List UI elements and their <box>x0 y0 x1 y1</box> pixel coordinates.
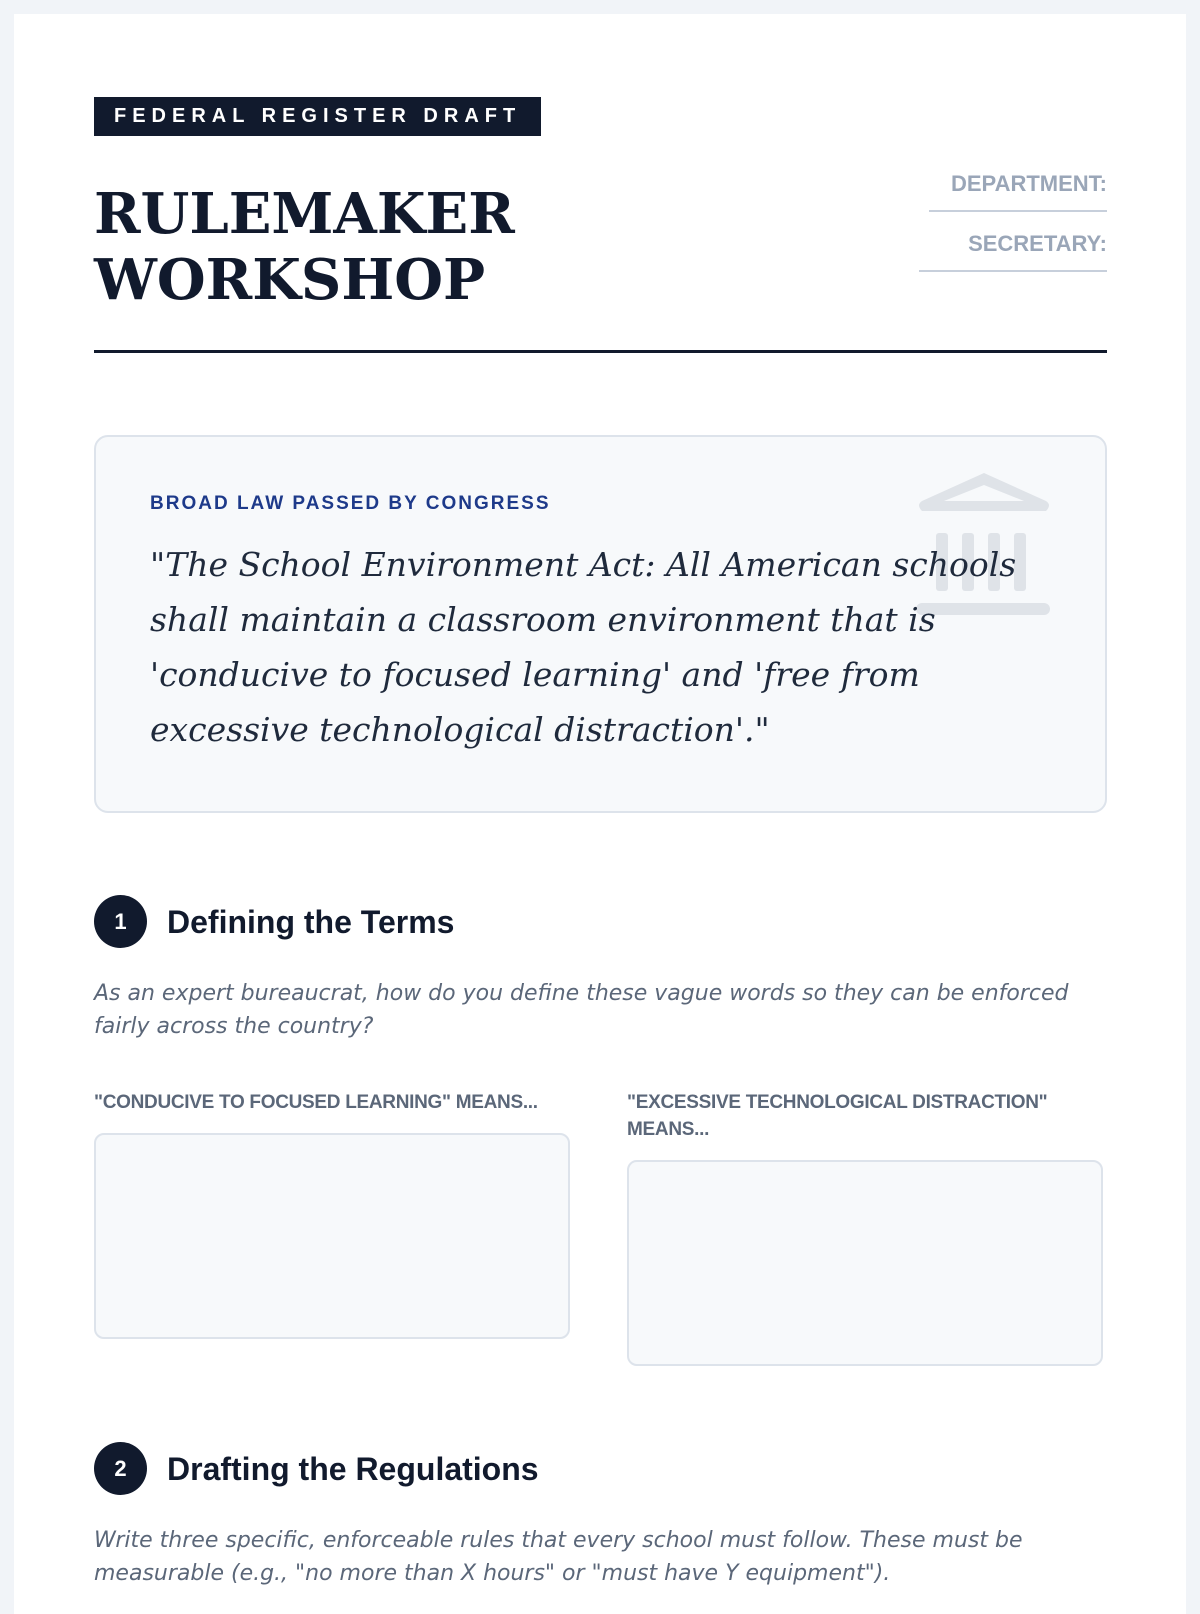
title-line-1: RULEMAKER <box>94 181 515 247</box>
section-defining-terms <box>94 895 1107 1389</box>
section-header <box>94 895 1107 949</box>
focused-learning-answer-box[interactable] <box>94 1133 570 1339</box>
law-panel-label: BROAD LAW PASSED BY CONGRESS <box>150 493 551 514</box>
section-instructions: As an expert bureaucrat, how do you define these vague words so they can be enforced fairly across the country? <box>94 981 1069 1039</box>
section-header <box>94 1442 1107 1496</box>
header-divider <box>94 350 1107 353</box>
field-label: "CONDUCIVE TO FOCUSED LEARNING" MEANS... <box>94 1092 538 1113</box>
worksheet-page <box>14 14 1186 1614</box>
document-type-badge: FEDERAL REGISTER DRAFT <box>94 97 541 136</box>
field-label: "EXCESSIVE TECHNOLOGICAL DISTRACTION" MEANS... <box>627 1092 1048 1140</box>
law-panel <box>94 435 1107 813</box>
section-title: Drafting the Regulations <box>167 1451 539 1487</box>
page-title <box>94 181 515 313</box>
secretary-label: SECRETARY: <box>968 231 1107 256</box>
department-label: DEPARTMENT: <box>950 171 1107 196</box>
section-number-badge: 2 <box>94 1442 147 1495</box>
section-instructions: Write three specific, enforceable rules that every school must follow. These must be measurable (e.g., "no more than X hours" or "must have Y equipment"). <box>94 1528 1023 1586</box>
section-number-badge: 1 <box>94 895 147 948</box>
law-quote: "The School Environment Act: All American schools shall maintain a classroom environment that is 'conducive to focused learning' and 'free from excessive technological distraction'." <box>150 545 1017 749</box>
signature-block <box>919 172 1107 272</box>
technological-distraction-answer-box[interactable] <box>627 1160 1103 1366</box>
worksheet-content <box>94 97 1107 1586</box>
department-input-line[interactable] <box>929 210 1107 212</box>
secretary-input-line[interactable] <box>919 270 1107 272</box>
section-title: Defining the Terms <box>167 904 455 940</box>
definition-field-technological-distraction <box>627 1089 1107 1366</box>
definition-fields <box>94 1089 1107 1389</box>
section-drafting-regulations <box>94 1442 1107 1590</box>
title-line-2: WORKSHOP <box>94 247 486 313</box>
definition-field-focused-learning <box>94 1089 574 1339</box>
